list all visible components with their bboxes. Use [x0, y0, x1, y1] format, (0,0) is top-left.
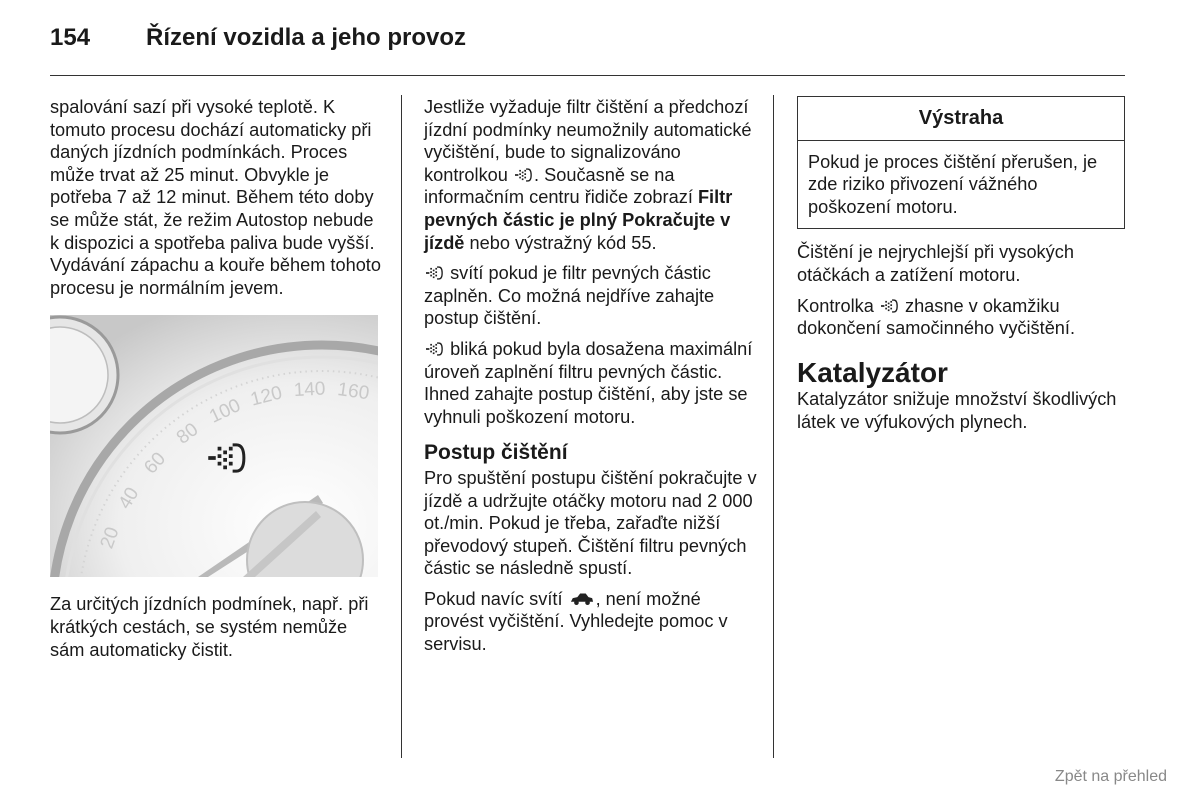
- gauge-tick-label: 20: [96, 524, 124, 552]
- page-number: 154: [50, 24, 91, 51]
- gauge-tick-label: 60: [140, 448, 171, 479]
- paragraph: Za určitých jízdních podmínek, např. při krátkých cestách, se systém nemůže sám automaticky čistit.: [50, 594, 369, 660]
- gauge-tick-label: 140: [293, 378, 326, 402]
- page-title: Řízení vozidla a jeho provoz: [146, 24, 467, 51]
- paragraph: Pro spuštění postupu čištění pokračujte v jízdě a udržujte otáčky motoru nad 2 000 ot./min. Pokud je třeba, zařaďte nižší převodový stupeň. Čištění filtru pevných částic se následně spustí.: [424, 467, 757, 579]
- paragraph: Čištění je nejrychlejší při vysokých otáčkách a zatížení motoru.: [797, 242, 1074, 285]
- column-3: [797, 96, 1125, 442]
- warning-box: [797, 96, 1125, 229]
- column-2: [424, 96, 759, 664]
- paragraph: svítí pokud je filtr pevných částic zaplněn. Co možná nejdříve zahajte postup čištění.: [424, 263, 715, 329]
- paragraph: Katalyzátor snižuje množství škodlivých látek ve výfukových plynech.: [797, 389, 1117, 432]
- speedometer-illustration: [50, 315, 378, 577]
- column-divider: [401, 95, 402, 758]
- dpf-icon: [881, 299, 898, 313]
- gauge-tick-label: 100: [206, 395, 244, 428]
- paragraph: spalování sazí při vysoké teplotě. K tomuto procesu dochází automaticky při daných jízdních podmínkách. Proces může trvat až 25 minut. Obvykle je potřeba 7 až 12 minut. Během této doby se může stát, že režim Autostop nebude k dispozici a spotřeba paliva bude vyšší. Vydávání zápachu a kouře během tohoto procesu je normálním jevem.: [50, 97, 381, 298]
- check-engine-car-icon: [570, 592, 594, 606]
- section-subheading: Postup čištění: [424, 441, 568, 465]
- dpf-icon: [426, 342, 443, 356]
- display-message: Filtr pevných částic je plný Pokračujte v jízdě: [424, 187, 733, 253]
- paragraph: Kontrolka zhasne v okamžiku dokončení samočinného vyčištění.: [797, 295, 1076, 339]
- warning-text: Pokud je proces čištění přerušen, je zde riziko přivození vážného poškození motoru.: [808, 151, 1098, 217]
- gauge-tick-label: 40: [114, 484, 144, 514]
- dpf-icon: [515, 168, 532, 182]
- paragraph: bliká pokud byla dosažena maximální úroveň zaplnění filtru pevných částic. Ihned zahajte postup čištění, aby jste se vyhnuli poškození motoru.: [424, 338, 753, 427]
- warning-title: Výstraha: [798, 97, 1124, 141]
- gauge-tick-label: 120: [248, 382, 285, 411]
- gauge-tick-label: 80: [172, 419, 203, 449]
- column-1: [50, 96, 385, 669]
- header-rule: [50, 75, 1125, 76]
- gauge-tick-label: 160: [336, 379, 371, 405]
- paragraph: Pokud navíc svítí , není možné provést vyčištění. Vyhledejte pomoc v servisu.: [424, 588, 728, 655]
- page-header: [50, 24, 466, 52]
- paragraph: Jestliže vyžaduje filtr čištění a předchozí jízdní podmínky neumožnily automatické vyčištění, bude to signalizováno kontrolkou . Současně se na informačním centru řidiče zobrazí Filtr pevných částic je plný Pokračujte v jízdě nebo výstražný kód 55.: [424, 97, 752, 253]
- dpf-icon: [426, 266, 443, 280]
- section-heading: Katalyzátor: [797, 356, 948, 388]
- column-divider: [773, 95, 774, 758]
- back-to-overview-link[interactable]: Zpět na přehled: [1054, 768, 1167, 785]
